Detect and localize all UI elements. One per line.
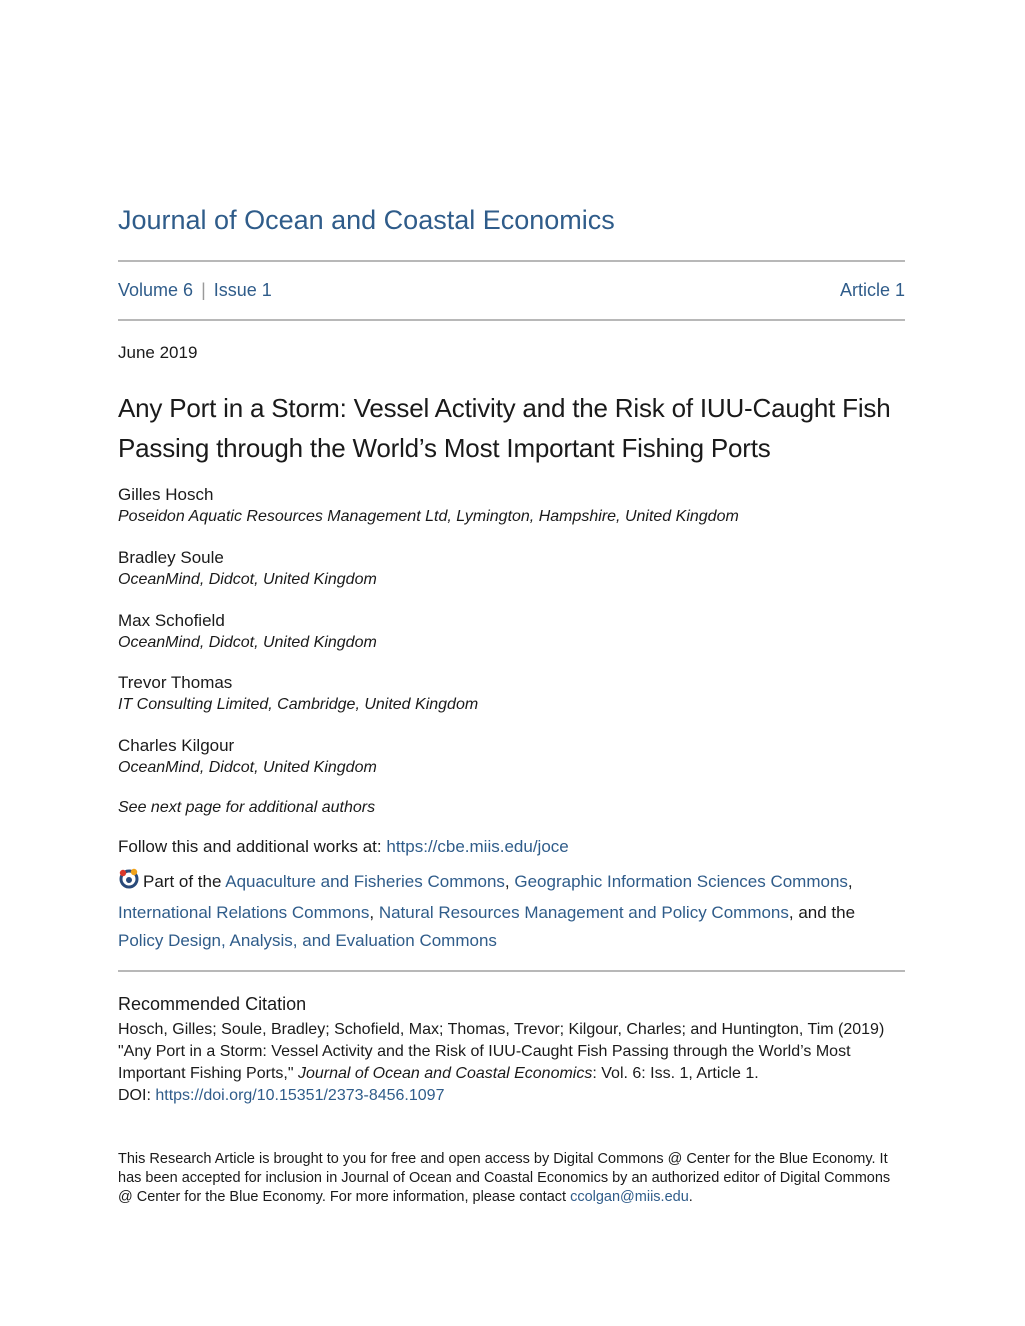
access-notice: [118, 1150, 905, 1207]
commons-link-geographic[interactable]: Geographic Information Sciences Commons: [514, 872, 848, 891]
follow-text: Follow this and additional works at:: [118, 837, 387, 856]
author-name: Trevor Thomas: [118, 673, 233, 692]
journal-title-link[interactable]: Journal of Ocean and Coastal Economics: [118, 205, 615, 235]
author-name: Bradley Soule: [118, 548, 224, 567]
commons-separator: ,: [504, 872, 515, 891]
see-next-note: See next page for additional authors: [118, 799, 376, 816]
commons-link-international[interactable]: International Relations Commons: [118, 903, 370, 922]
commons-link-aquaculture[interactable]: Aquaculture and Fisheries Commons: [225, 872, 505, 891]
issue-link[interactable]: Issue 1: [213, 280, 272, 300]
commons-separator: , and the: [788, 903, 856, 922]
author-name: Max Schofield: [118, 611, 225, 630]
follow-line: [118, 837, 569, 857]
commons-separator: ,: [369, 903, 379, 922]
top-divider: [118, 260, 905, 262]
part-of-prefix: Part of the: [143, 872, 226, 891]
access-notice-end: .: [688, 1189, 693, 1205]
recommended-citation-heading: Recommended Citation: [118, 994, 307, 1014]
issue-divider: [118, 319, 905, 321]
article-title: Any Port in a Storm: Vessel Activity and the Risk of IUU-Caught Fish Passing through the World’s Most Important Fishing Ports: [118, 393, 891, 463]
commons-separator: ,: [847, 872, 853, 891]
author-affiliation: OceanMind, Didcot, United Kingdom: [118, 571, 377, 588]
commons-network-icon: [118, 868, 140, 899]
citation-divider: [118, 970, 905, 972]
author-block: [118, 484, 739, 528]
doi-link[interactable]: https://doi.org/10.15351/2373-8456.1097: [155, 1087, 445, 1104]
recommended-citation: [118, 1019, 905, 1107]
doi-label: DOI:: [118, 1087, 156, 1104]
author-name: Charles Kilgour: [118, 736, 235, 755]
author-affiliation: Poseidon Aquatic Resources Management Ltd, Lymington, Hampshire, United Kingdom: [118, 508, 739, 525]
commons-link-policy[interactable]: Policy Design, Analysis, and Evaluation Commons: [118, 931, 497, 950]
contact-email-link[interactable]: ccolgan@miis.edu: [570, 1189, 689, 1205]
citation-volume: : Vol. 6: Iss. 1, Article 1.: [592, 1065, 759, 1082]
issue-bar: [118, 280, 905, 301]
author-block: [118, 610, 377, 654]
issue-separator: |: [201, 280, 206, 300]
author-affiliation: OceanMind, Didcot, United Kingdom: [118, 634, 377, 651]
publication-date: June 2019: [118, 343, 198, 362]
author-affiliation: IT Consulting Limited, Cambridge, United Kingdom: [118, 696, 479, 713]
author-name: Gilles Hosch: [118, 485, 214, 504]
author-block: [118, 547, 377, 591]
part-of-commons: [118, 868, 905, 955]
citation-text: Hosch, Gilles; Soule, Bradley; Schofield, Max; Thomas, Trevor; Kilgour, Charles; and Huntington, Tim (2019) "Any Port in a Storm: Vessel Activity and the Risk of IUU-Caught Fish Passing through the World’s Most Important Fishing Ports,": [118, 1021, 885, 1082]
repository-link[interactable]: https://cbe.miis.edu/joce: [386, 837, 569, 856]
volume-link[interactable]: Volume 6: [118, 280, 194, 300]
author-block: [118, 672, 478, 716]
access-notice-text: This Research Article is brought to you for free and open access by Digital Commons @ Center for the Blue Economy. It has been accepted for inclusion in Journal of Ocean and Coastal Economics by an authorized editor of Digital Commons @ Center for the Blue Economy. For more information, please contact: [118, 1151, 891, 1205]
article-link[interactable]: Article 1: [839, 280, 905, 300]
citation-journal: Journal of Ocean and Coastal Economics: [297, 1065, 593, 1082]
author-block: [118, 735, 377, 779]
commons-link-natural-resources[interactable]: Natural Resources Management and Policy Commons: [378, 903, 789, 922]
author-affiliation: OceanMind, Didcot, United Kingdom: [118, 759, 377, 776]
